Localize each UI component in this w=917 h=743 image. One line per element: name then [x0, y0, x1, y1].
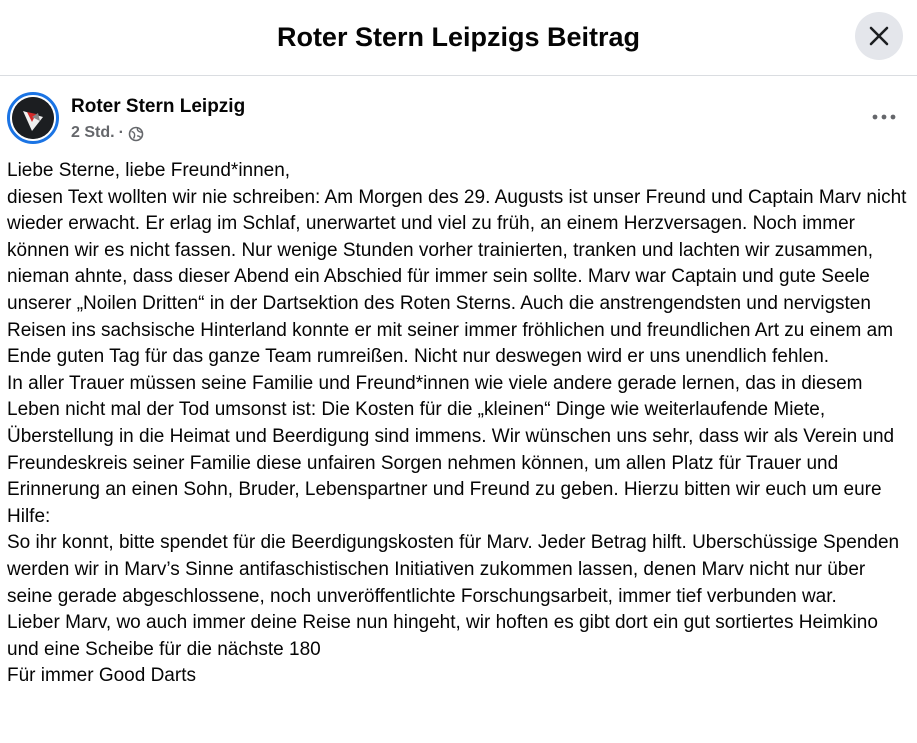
post-paragraph: diesen Text wollten wir nie schreiben: Am Morgen des 29. Augusts ist unser Freund und Captain Marv nicht wieder erwacht. Er erlag im Schlaf, unerwartet und viel zu früh, an einem Herzversagen. Noch immer können wir es nicht fassen. Nur wenige Stunden vorher trainierten, tranken und lachten wir zusammen, nieman ahnte, dass dieser Abend ein Abschied für immer sein sollte. Marv war Captain und gute Seele unserer „Noilen Dritten“ in der Dartsektion des Roten Sterns. Auch die anstrengendsten und nervigsten Reisen ins sachsische Hinterland konnte er mit seiner immer fröhlichen und freundlichen Art zu einem am Ende guten Tag für das ganze Team rumreißen. Nicht nur deswegen wird er uns unendlich fehlen. [7, 186, 907, 368]
globe-icon[interactable] [128, 126, 144, 142]
post-paragraph: So ihr konnt, bitte spendet für die Beerdigungskosten für Marv. Jeder Betrag hilft. Uberschüssige Spenden werden wir in Marv’s Sinne antifaschistischen Initiativen zukommen lassen, denen Marv nicht nur über seine gerade abgeschlossene, noch unveröffentlichte Forschungsarbeit, immer tief verbunden war. [7, 532, 900, 607]
post-meta [71, 123, 144, 143]
post-paragraph: In aller Trauer müssen seine Familie und Freund*innen wie viele andere gerade lernen, das in diesem Leben nicht mal der Tod umsonst ist: Die Kosten für die „kleinen“ Dinge wie weiterlaufende Miete, Überstellung in die Heimat und Beerdigung sind immens. Wir wünschen uns sehr, dass wir als Verein und Freundeskreis seiner Familie diese unfairen Sorgen nehmen können, um allen Platz für Trauer und Erinnerung an einen Sohn, Bruder, Lebenspartner und Freund zu geben. Hierzu bitten wir euch um eure Hilfe: [7, 372, 895, 527]
avatar[interactable] [7, 92, 59, 144]
dialog-title: Roter Stern Leipzigs Beitrag [276, 22, 641, 52]
post-paragraph: Für immer Good Darts [7, 665, 196, 687]
dialog-header [0, 0, 917, 76]
meta-separator: · [118, 124, 124, 141]
post-timestamp[interactable]: 2 Std. [71, 124, 115, 141]
close-button[interactable] [855, 12, 903, 60]
close-icon [868, 25, 890, 47]
post-paragraph: Liebe Sterne, liebe Freund*innen, [7, 160, 291, 181]
post-header [0, 76, 917, 160]
post-paragraph: Lieber Marv, wo auch immer deine Reise nun hingeht, wir hoften es gibt dort ein gut sortiertes Heimkino und eine Scheibe für die nächste 180 [7, 612, 878, 660]
author-name[interactable]: Roter Stern Leipzig [71, 96, 246, 117]
post-text [7, 158, 913, 690]
more-options-button[interactable] [864, 99, 904, 135]
profile-picture-icon [12, 97, 54, 139]
more-options-icon [872, 114, 896, 120]
